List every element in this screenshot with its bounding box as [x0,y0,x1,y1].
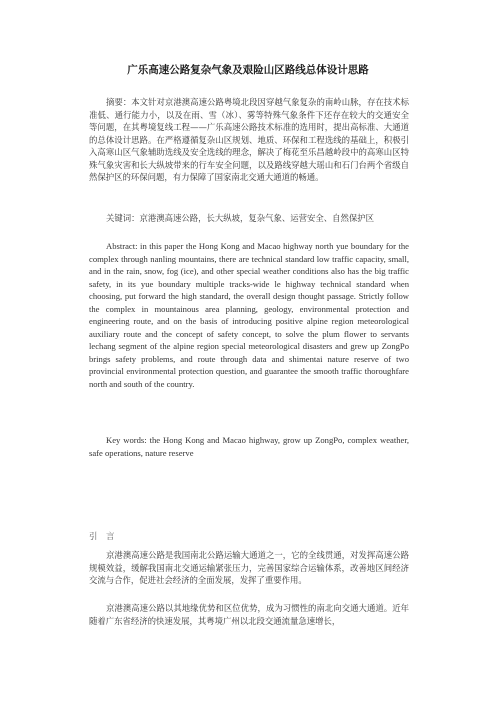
paper-title: 广乐高速公路复杂气象及艰险山区路线总体设计思路 [127,64,369,76]
abstract-chinese: 摘要：本文针对京港澳高速公路粤境北段因穿越气象复杂的南岭山脉，存在技术标准低、通行能力小，以及在雨、雪（冰）、雾等特殊气象条件下还存在较大的交通安全等问题，在其粤境复线工程——广乐高速公路技术标准的选用时，提出高标准、大通道的总体设计思路。在严格遵循复杂山区规划、地质、环保和工程选线的基础上，积极引入高寒山区气象辅助选线及安全选线的理念，解决了梅花至乐昌越岭段中的高寒山区特殊气象灾害和长大纵坡带来的行车安全问题，以及路线穿越大瑶山和石门台两个省级自然保护区的环保问题，有力保障了国家南北交通大通道的畅通。 [89,97,409,182]
keywords-english: Key words: the Hong Kong and Macao highway, grow up ZongPo, complex weather, safe operations, nature reserve [89,435,409,458]
keywords-chinese: 关键词：京港澳高速公路，长大纵坡，复杂气象、运营安全、自然保护区 [106,213,374,223]
intro-paragraph-1: 京港澳高速公路是我国南北公路运输大通道之一，它的全线贯通，对发挥高速公路规模效益，缓解我国南北交通运输紧张压力，完善国家综合运输体系，改善地区间经济交流与合作，促进社会经济的全面发展，发挥了重要作用。 [89,550,409,585]
intro-paragraph-2: 京港澳高速公路以其地缘优势和区位优势，成为习惯性的南北向交通大通道。近年随着广东省经济的快速发展，其粤境广州以北段交通流量急速增长， [89,603,409,626]
section-heading-introduction: 引 言 [89,531,118,541]
abstract-english: Abstract: in this paper the Hong Kong and Macao highway north yue boundary for the complex through nanling mountains, there are technical standard low traffic capacity, small, and in the rain, snow, fog (ice), and other special weather conditions also has the big traffic safety, in its yue boundary multiple tracks-wide le highway technical standard when choosing, put forward the high standard, the overall design thought passage. Strictly follow the complex in mountainous area planning, geology, environmental protection and engineering route, and on the basis of introducing positive alpine region meteorological auxiliary route and the concept of safety concept, to solve the plum flower to servants lechang segment of the alpine region special meteorological disasters and grew up ZongPo brings safety problems, and route through data and shimentai nature reserve of two provincial environmental protection question, and guarantee the smooth traffic thoroughfare north and south of the country. [89,241,409,389]
